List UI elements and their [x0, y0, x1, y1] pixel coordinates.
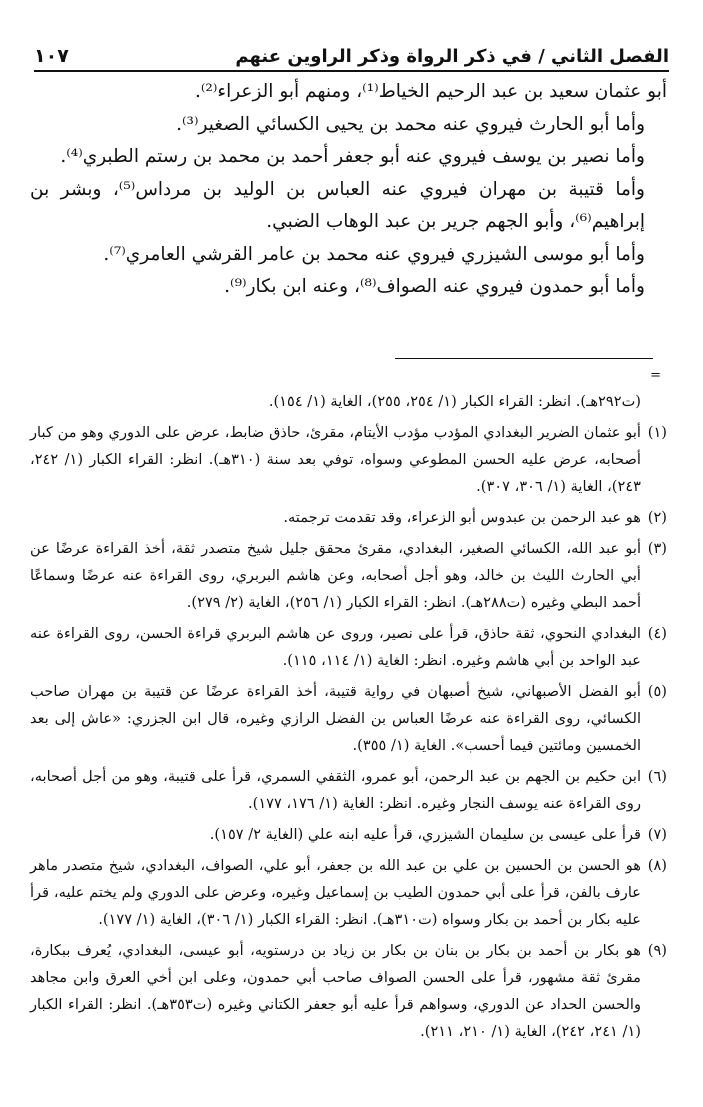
paragraph: وأما قتيبة بن مهران فيروي عنه العباس بن الوليد بن مرداس⁽⁵⁾، وبشر بن إبراهيم⁽⁶⁾، وأبو الجهم جرير بن عبد الوهاب الضبي.: [30, 178, 645, 232]
footnote-text: أبو عثمان الضرير البغدادي المؤدب مؤدب الأيتام، مقرئ، حاذق ضابط، عرض على الدوري وهو من كبار أصحابه، عرض عليه الحسن المطوعي وسواه، توفي بعد سنة (٣١٠هـ). انظر: القراء الكبار (١/ ٢٤٢، ٢٤٣)، الغاية (١/ ٣٠٦، ٣٠٧).: [30, 424, 641, 495]
paragraph: وأما أبو موسى الشيزري فيروي عنه محمد بن عامر القرشي العامري⁽⁷⁾.: [103, 243, 645, 265]
footnote: [30, 852, 667, 933]
footnote-number: (٧): [647, 826, 667, 843]
footnote-text: البغدادي النحوي، ثقة حاذق، قرأ على نصير، وروى عن هاشم البربري قراءة الحسن، روى القراءة عنه عبد الواحد بن أبي هاشم وغيره. انظر: الغاية (١/ ١١٤، ١١٥).: [30, 625, 641, 669]
footnote-separator: [395, 358, 653, 359]
footnote-text: هو عبد الرحمن بن عبدوس أبو الزعراء، وقد تقدمت ترجمته.: [283, 509, 641, 526]
footnote: [30, 678, 667, 759]
footnote: [30, 620, 667, 674]
footnote-continuation: (ت٢٩٢هـ). انظر: القراء الكبار (١/ ٢٥٤، ٢٥٥)، الغاية (١/ ١٥٤).: [268, 393, 641, 410]
footnote-text: هو الحسن بن الحسين بن علي بن عبد الله بن جعفر، أبو علي، الصواف، البغدادي، شيخ متصدر ماهر عارف بالفن، قرأ على أبي حمدون الطيب بن إسماعيل وغيره، وعرض على الدوري ولم يختم عليه، قرأ عليه بكار بن أحمد بن بكار وسواه (ت٣١٠هـ). انظر: القراء الكبار (١/ ٣٠٦)، الغاية (١/ ١٧٧).: [30, 857, 641, 928]
footnote: [30, 419, 667, 500]
footnote-number: (١): [647, 424, 667, 441]
footnote-number: (٨): [647, 857, 667, 874]
paragraph: وأما أبو الحارث فيروي عنه محمد بن يحيى الكسائي الصغير⁽³⁾.: [176, 113, 645, 135]
footnote-number: (٢): [647, 509, 667, 526]
continuation-mark: =: [650, 368, 661, 383]
footnote-text: هو بكار بن أحمد بن بكار بن بنان بن بكار بن زياد بن درستويه، أبو عيسى، البغدادي، يُعرف ببكارة، مقرئ ثقة مشهور، قرأ على الحسن الصواف صاحب أبي حمدون، وعلى ابن أخي العرق وابن مجاهد والحسن الحداد عن الدوري، وسواهم قرأ عليه أبو جعفر الكتاني وغيره (ت٣٥٣هـ). انظر: القراء الكبار (١/ ٢٤١، ٢٤٢)، الغاية (١/ ٢١٠، ٢١١).: [30, 942, 641, 1040]
footnote: [30, 821, 667, 848]
footnote-text: ابن حكيم بن الجهم بن عبد الرحمن، أبو عمرو، الثقفي السمري، قرأ على قتيبة، وهو من أجل أصحابه، روى القراءة عنه يوسف النجار وغيره. انظر: الغاية (١/ ١٧٦، ١٧٧).: [30, 768, 641, 812]
paragraph: وأما نصير بن يوسف فيروي عنه أبو جعفر أحمد بن محمد بن رستم الطبري⁽⁴⁾.: [60, 146, 645, 167]
paragraph: أبو عثمان سعيد بن عبد الرحيم الخياط⁽¹⁾، ومنهم أبو الزعراء⁽²⁾.: [194, 81, 667, 102]
footnotes: [30, 388, 667, 1049]
footnote: [30, 937, 667, 1045]
footnote-text: قرأ على عيسى بن سليمان الشيزري، قرأ عليه ابنه علي (الغاية ٢/ ١٥٧).: [209, 826, 641, 843]
footnote-number: (٣): [647, 540, 667, 557]
running-header: [34, 38, 669, 72]
footnote-text: أبو عبد الله، الكسائي الصغير، البغدادي، مقرئ محقق جليل شيخ متصدر ثقة، أخذ القراءة عرضًا عن أبي الحارث الليث بن خالد، وهو أجل أصحابه، وعن هاشم البربري، روى القراءة عنه عرضًا وسماعًا أحمد البطي وغيره (ت٢٨٨هـ). انظر: القراء الكبار (١/ ٢٥٦)، الغاية (٢/ ٢٧٩).: [30, 540, 641, 611]
footnote-number: (٥): [647, 683, 667, 700]
chapter-title: الفصل الثاني / في ذكر الرواة وذكر الراوين عنهم: [235, 46, 669, 67]
footnote-text: أبو الفضل الأصبهاني، شيخ أصبهان في رواية قتيبة، أخذ القراءة عرضًا عن قتيبة بن مهران صاحب الكسائي، روى القراءة عنه عرضًا العباس بن الفضل الرازي وغيره، قال ابن الجزري: «عاش إلى بعد الخمسين ومائتين فيما أحسب». الغاية (١/ ٣٥٥).: [30, 683, 641, 754]
page-number: ١٠٧: [34, 45, 69, 67]
footnote-number: (٩): [647, 942, 667, 959]
footnote: [30, 535, 667, 616]
paragraph: وأما أبو حمدون فيروي عنه الصواف⁽⁸⁾، وعنه ابن بكار⁽⁹⁾.: [224, 276, 645, 297]
footnote-number: (٤): [647, 625, 667, 642]
main-text: [30, 76, 667, 304]
footnote-number: (٦): [647, 768, 667, 785]
footnote: [30, 763, 667, 817]
footnote: [30, 504, 667, 531]
